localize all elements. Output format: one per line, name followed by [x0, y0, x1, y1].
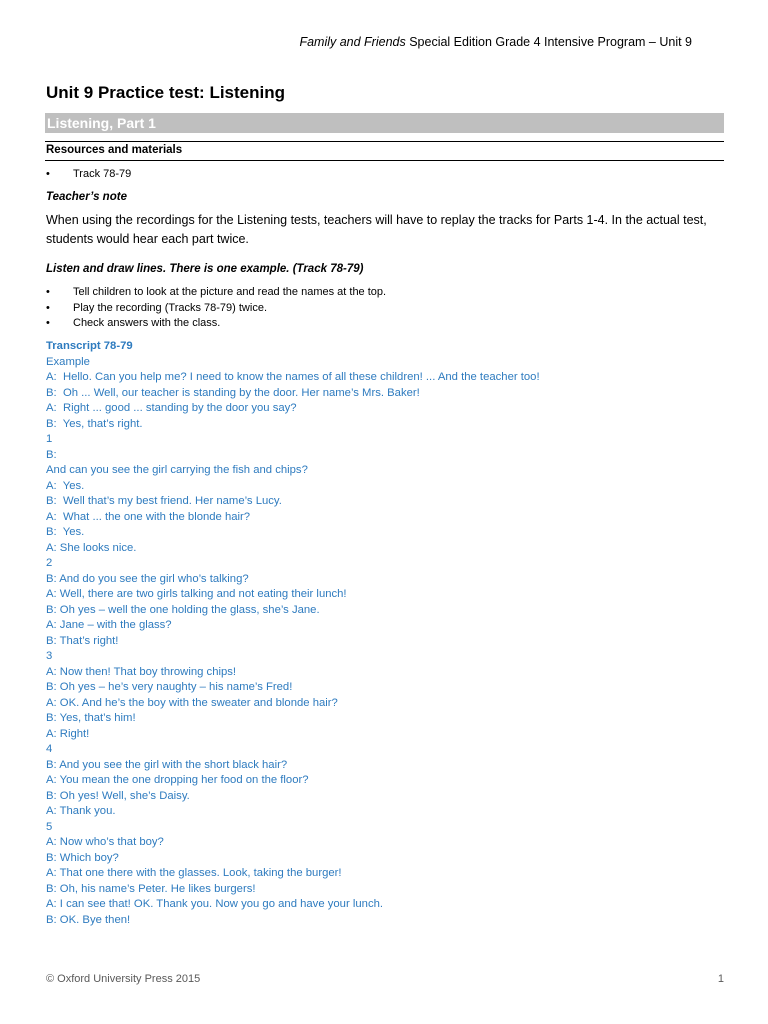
transcript	[46, 339, 726, 928]
transcript-line: B: Yes.	[46, 526, 85, 538]
teachers-note-body: When using the recordings for the Listening tests, teachers will have to replay the tracks for Parts 1-4. In the actual test, students would hear each part twice.	[46, 213, 707, 246]
header-edition-text: Special Edition Grade 4 Intensive Program – Unit 9	[405, 35, 692, 49]
page-header	[46, 34, 692, 50]
divider-top	[45, 141, 724, 142]
transcript-line: A: Right ... good ... standing by the door you say?	[46, 402, 297, 414]
bullet-icon: •	[46, 286, 50, 298]
transcript-line: 2	[46, 557, 53, 569]
transcript-line: B: Yes, that’s right.	[46, 417, 143, 430]
transcript-line: B: Which boy?	[46, 851, 119, 864]
transcript-line: A: You mean the one dropping her food on the floor?	[46, 774, 309, 786]
transcript-line: A: Jane – with the glass?	[46, 619, 172, 631]
divider-bottom	[45, 160, 724, 161]
transcript-line: A: Well, there are two girls talking and not eating their lunch!	[46, 588, 347, 600]
header-book-title: Family and Friends	[299, 35, 406, 49]
transcript-line: A: Now who’s that boy?	[46, 836, 164, 848]
transcript-line: Example	[46, 355, 90, 368]
transcript-line: B: Oh ... Well, our teacher is standing by the door. Her name’s Mrs. Baker!	[46, 386, 420, 399]
transcript-line: B: And you see the girl with the short black hair?	[46, 758, 288, 771]
transcript-line: B: Oh yes! Well, she’s Daisy.	[46, 789, 190, 802]
transcript-line: A: Hello. Can you help me? I need to know the names of all these children! ... And the teacher too!	[46, 371, 540, 383]
list-item-text: Check answers with the class.	[73, 317, 221, 329]
transcript-title: Transcript 78-79	[46, 340, 133, 352]
resources-list	[46, 167, 131, 183]
transcript-line: A: Yes.	[46, 479, 85, 492]
teachers-note-title: Teacher’s note	[46, 191, 127, 203]
list-item	[46, 316, 386, 332]
transcript-line: A: I can see that! OK. Thank you. Now you go and have your lunch.	[46, 898, 384, 910]
transcript-line: B: That’s right!	[46, 634, 119, 647]
transcript-line: B: Oh yes – well the one holding the glass, she’s Jane.	[46, 603, 320, 616]
steps-list	[46, 285, 386, 332]
transcript-lines	[46, 355, 726, 929]
page-title: Unit 9 Practice test: Listening	[46, 83, 285, 102]
list-item-text: Track 78-79	[73, 168, 132, 180]
transcript-line: B: Yes, that’s him!	[46, 712, 136, 724]
transcript-line: B: Well that’s my best friend. Her name’s Lucy.	[46, 495, 282, 507]
section-bar: Listening, Part 1	[45, 113, 724, 133]
instruction-text: Listen and draw lines. There is one example. (Track 78-79)	[46, 263, 364, 275]
transcript-line: A: What ... the one with the blonde hair?	[46, 510, 251, 523]
transcript-line: A: Right!	[46, 727, 90, 740]
bullet-icon: •	[46, 301, 50, 314]
transcript-line: 3	[46, 650, 53, 662]
list-item	[46, 285, 386, 301]
list-item	[46, 167, 131, 183]
transcript-line: B: OK. Bye then!	[46, 913, 131, 926]
list-item-text: Tell children to look at the picture and read the names at the top.	[73, 286, 387, 298]
transcript-line: B:	[46, 448, 57, 461]
list-item-text: Play the recording (Tracks 78-79) twice.	[73, 301, 267, 314]
footer-copyright: © Oxford University Press 2015	[46, 973, 201, 985]
transcript-line: 4	[46, 743, 53, 755]
transcript-line: A: Now then! That boy throwing chips!	[46, 665, 237, 678]
transcript-line: 1	[46, 433, 53, 445]
transcript-line: And can you see the girl carrying the fish and chips?	[46, 464, 308, 476]
transcript-line: B: Oh yes – he’s very naughty – his name’s Fred!	[46, 681, 293, 693]
resources-label: Resources and materials	[46, 144, 183, 156]
transcript-line: B: Oh, his name’s Peter. He likes burgers!	[46, 882, 256, 895]
footer-page-number: 1	[717, 973, 724, 985]
transcript-line: A: OK. And he’s the boy with the sweater and blonde hair?	[46, 696, 338, 709]
bullet-icon: •	[46, 168, 50, 180]
transcript-line: B: And do you see the girl who’s talking?	[46, 572, 249, 585]
transcript-line: A: That one there with the glasses. Look, taking the burger!	[46, 867, 342, 879]
transcript-line: 5	[46, 820, 53, 833]
bullet-icon: •	[46, 317, 50, 329]
transcript-line: A: Thank you.	[46, 805, 116, 817]
list-item	[46, 301, 386, 317]
transcript-line: A: She looks nice.	[46, 541, 137, 554]
